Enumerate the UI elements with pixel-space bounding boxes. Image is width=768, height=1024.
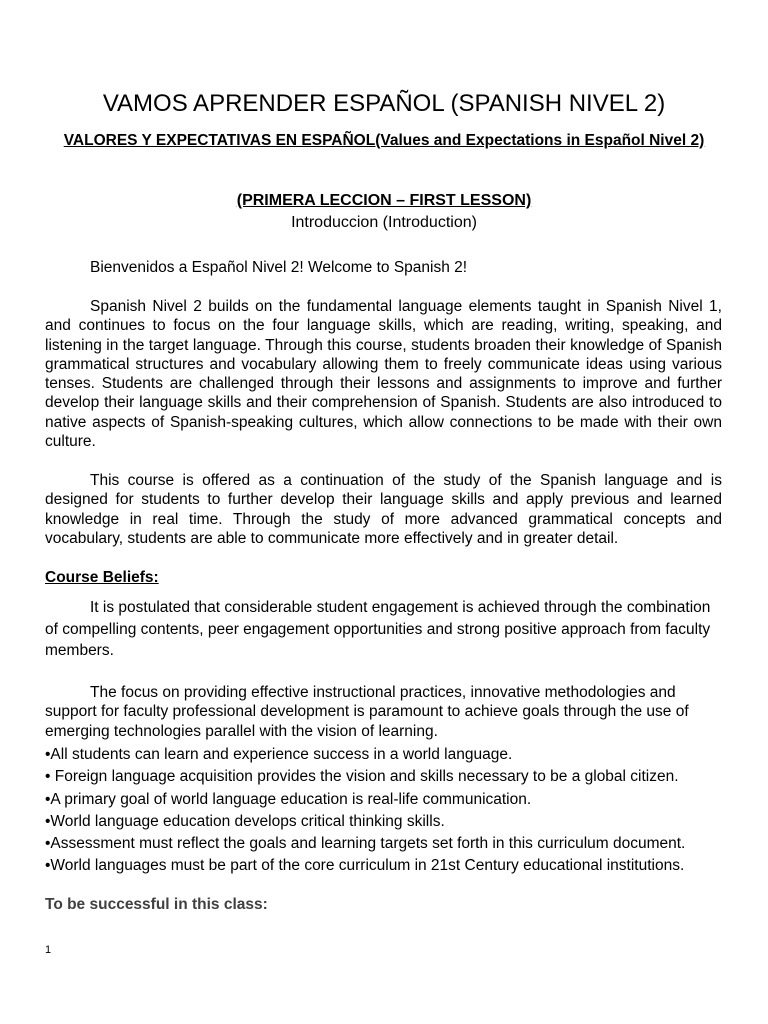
bullet-item: •A primary goal of world language education is real-life communication. [45,790,532,808]
intro-heading: Introduccion (Introduction) [291,214,477,231]
beliefs-bullet-list [45,744,735,878]
bullet-item: •Assessment must reflect the goals and learning targets set forth in this curriculum document. [45,835,686,853]
bullet-item: •World languages must be part of the core curriculum in 21st Century educational institutions. [45,857,685,875]
bullet-item: •All students can learn and experience success in a world language. [45,746,513,763]
beliefs-paragraph-instruction: The focus on providing effective instructional practices, innovative methodologies and support for faculty professional development is paramount to achieve goals through the use of emerging technologies parallel with the vision of learning. [45,684,689,740]
bullet-item: • Foreign language acquisition provides the vision and skills necessary to be a global citizen. [45,768,679,786]
bullet-item: •World language education develops critical thinking skills. [45,812,445,830]
success-heading: To be successful in this class: [45,896,268,913]
welcome-paragraph: Bienvenidos a Español Nivel 2! Welcome to Spanish 2! [90,259,468,276]
course-continuation-paragraph: This course is offered as a continuation of the study of the Spanish language and is designed for students to further develop their language skills and apply previous and learned knowledge in real time. Through the study of more advanced grammatical concepts and vocabulary, students are able to communicate more effectively and in greater detail. [45,472,722,547]
beliefs-paragraph-engagement: It is postulated that considerable student engagement is achieved through the combination of compelling contents, peer engagement opportunities and strong positive approach from faculty members. [45,599,711,659]
lesson-heading: (PRIMERA LECCION – FIRST LESSON) [236,192,532,209]
document-subtitle: VALORES Y EXPECTATIVAS EN ESPAÑOL(Values and Expectations in Español Nivel 2) [63,132,705,149]
course-description-paragraph: Spanish Nivel 2 builds on the fundamental language elements taught in Spanish Nivel 1, and continues to focus on the four language skills, which are reading, writing, speaking, and listening in the target language. Through this course, students broaden their knowledge of Spanish grammatical structures and vocabulary allowing them to freely communicate ideas using various tenses. Students are challenged through their lessons and assignments to improve and further develop their language skills and their comprehension of Spanish. Students are also introduced to native aspects of Spanish-speaking cultures, which allow connections to be made with their own culture. [45,298,722,451]
page-number: 1 [45,944,52,956]
document-title: VAMOS APRENDER ESPAÑOL (SPANISH NIVEL 2) [102,90,666,117]
course-beliefs-heading: Course Beliefs: [45,569,159,586]
